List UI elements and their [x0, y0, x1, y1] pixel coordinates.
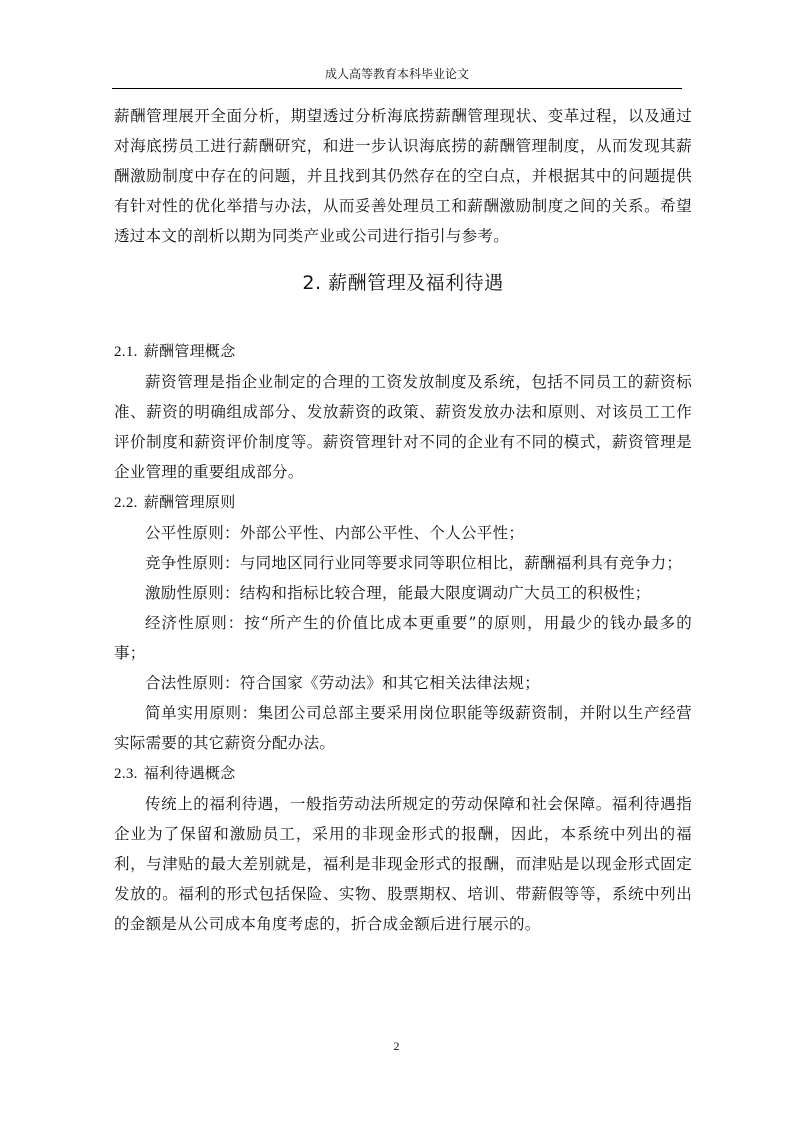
chapter-title: 薪酬管理及福利待遇 [328, 272, 504, 294]
running-header: 成人高等教育本科毕业论文 [324, 67, 469, 81]
body-paragraph: 薪资管理是指企业制定的合理的工资发放制度及系统，包括不同员工的薪资标准、薪资的明确组成部分、发放薪资的政策、薪资发放办法和原则、对该员工工作评价制度和薪资评价制度等。薪资管理针对不同的企业有不同的模式，薪资管理是企业管理的重要组成部分。 [114, 373, 692, 481]
section-title: 福利待遇概念 [143, 764, 236, 782]
principle-paragraph: 经济性原则：按“所产生的价值比成本更重要”的原则，用最少的钱办最多的事； [114, 614, 692, 662]
section-number: 2.2. [114, 495, 138, 511]
section-title: 薪酬管理概念 [143, 342, 236, 360]
intro-paragraph: 薪酬管理展开全面分析，期望透过分析海底捞薪酬管理现状、变革过程，以及通过对海底捞员工进行薪酬研究，和进一步认识海底捞的薪酬管理制度，从而发现其薪酬激励制度中存在的问题，并且找到其仍然存在的空白点，并根据其中的问题提供有针对性的优化举措与办法，从而妥善处理员工和薪酬激励制度之间的关系。希望透过本文的剖析以期为同类产业或公司进行指引与参考。 [114, 107, 692, 245]
principle-paragraph: 公平性原则：外部公平性、内部公平性、个人公平性； [145, 524, 525, 542]
section-heading [114, 336, 692, 367]
principle-paragraph: 竞争性原则：与同地区同行业同等要求同等职位相比，薪酬福利具有竞争力； [145, 554, 683, 572]
header-rule [112, 88, 682, 89]
page-number: 2 [393, 1039, 400, 1053]
principle-paragraph: 简单实用原则：集团公司总部主要采用岗位职能等级薪资制，并附以生产经营实际需要的其它薪资分配办法。 [114, 704, 692, 752]
principle-paragraph: 激励性原则：结构和指标比较合理，能最大限度调动广大员工的积极性； [145, 584, 651, 602]
section-heading [114, 758, 692, 789]
section-title: 薪酬管理原则 [143, 493, 236, 511]
chapter-heading [114, 268, 692, 298]
chapter-number: 2. [302, 272, 322, 294]
body-paragraph: 传统上的福利待遇，一般指劳动法所规定的劳动保障和社会保障。福利待遇指企业为了保留和激励员工，采用的非现金形式的报酬，因此，本系统中列出的福利，与津贴的最大差别就是，福利是非现金形式的报酬，而津贴是以现金形式固定发放的。福利的形式包括保险、实物、股票期权、培训、带薪假等等，系统中列出的金额是从公司成本角度考虑的，折合成金额后进行展示的。 [114, 795, 692, 933]
section-number: 2.3. [114, 766, 138, 782]
principle-paragraph: 合法性原则：符合国家《劳动法》和其它相关法律法规； [145, 674, 541, 692]
page-body [114, 101, 692, 939]
section-heading [114, 487, 692, 518]
section-number: 2.1. [114, 344, 138, 360]
